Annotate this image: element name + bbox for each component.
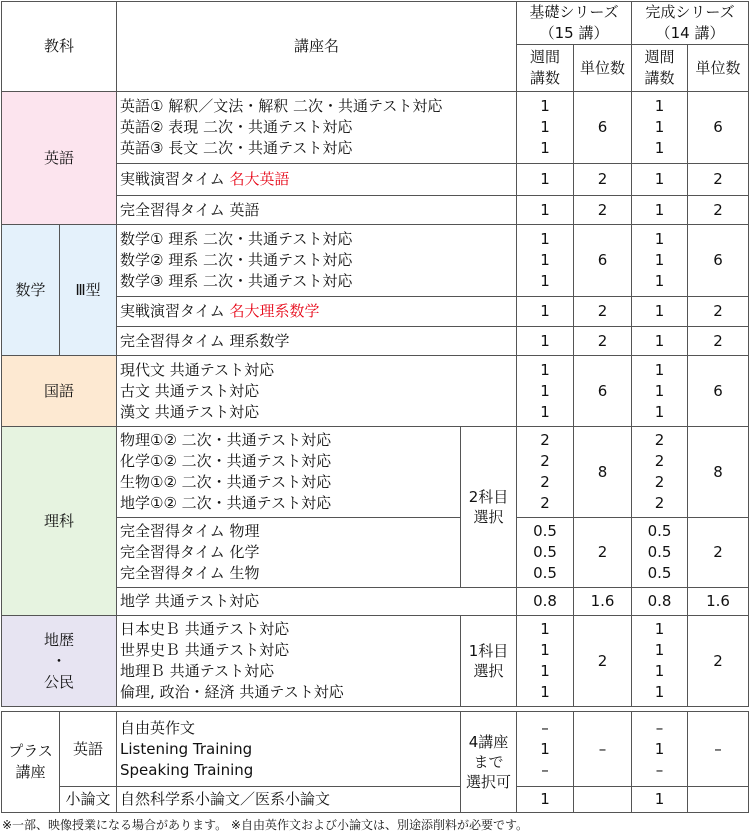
table-cell: 2: [574, 297, 632, 327]
japanese-complete-units: 6: [688, 356, 749, 427]
list-item: 英語② 表現 二次・共通テスト対応: [120, 118, 353, 136]
list-item: 古文 共通テスト対応: [120, 381, 260, 400]
math-type: Ⅲ型: [60, 225, 117, 356]
highlight-text: 名大理系数学: [229, 302, 320, 320]
plus-basic-units: –: [574, 712, 632, 787]
japanese-complete-weekly: 1 1 1: [632, 356, 688, 427]
plus-label: プラス 講座: [2, 712, 60, 813]
science-course-list: [117, 427, 461, 518]
table-cell: 1: [517, 297, 574, 327]
plus-essay-label: 小論文: [60, 787, 117, 813]
table-cell: 1: [517, 196, 574, 225]
subject-social: 地歴 ・ 公民: [2, 616, 117, 707]
basic-series-count: （15 講）: [539, 24, 609, 42]
plus-selection: 4講座 まで 選択可: [461, 712, 517, 813]
math-basic-weekly: 1 1 1: [517, 225, 574, 297]
plus-english-complete-weekly: – 1 –: [632, 712, 688, 787]
header-subject: 教科: [2, 2, 117, 92]
complete-series-count: （14 講）: [655, 24, 725, 42]
basic-series-title: 基礎シリーズ: [529, 3, 619, 21]
list-item: 自由英作文: [120, 718, 196, 737]
social-selection: 1科目 選択: [461, 616, 517, 707]
list-item: 物理①② 二次・共通テスト対応: [120, 431, 332, 449]
list-item: 生物①② 二次・共通テスト対応: [120, 473, 332, 491]
list-item: 英語① 解釈／文法・解釈 二次・共通テスト対応: [120, 97, 443, 115]
english-basic-weekly: 1 1 1: [517, 92, 574, 164]
science-complete-weekly: 2 2 2 2: [632, 427, 688, 518]
table-cell: 1.6: [688, 588, 749, 616]
plus-english-label: 英語: [60, 712, 117, 787]
list-item: 地学①② 二次・共通テスト対応: [120, 494, 332, 512]
table-cell: 1: [632, 297, 688, 327]
social-complete-weekly: 1 1 1 1: [632, 616, 688, 707]
social-course-list: [117, 616, 461, 707]
header-basic-units: 単位数: [574, 45, 632, 92]
table-cell: 2: [688, 164, 749, 196]
table-cell: 1: [517, 327, 574, 356]
subject-japanese: 国語: [2, 356, 117, 427]
science-earth: 地学 共通テスト対応: [117, 588, 517, 616]
table-cell: 1.6: [574, 588, 632, 616]
english-course-list: [117, 92, 517, 164]
table-cell: 2: [574, 327, 632, 356]
social-basic-weekly: 1 1 1 1: [517, 616, 574, 707]
table-cell: [688, 787, 749, 813]
english-basic-units: 6: [574, 92, 632, 164]
list-item: Listening Training: [120, 739, 253, 758]
science-basic-weekly: 2 2 2 2: [517, 427, 574, 518]
list-item: 完全習得タイム 物理: [120, 522, 260, 540]
social-basic-units: 2: [574, 616, 632, 707]
plus-course-table: [1, 711, 749, 813]
list-item: 漢文 共通テスト対応: [120, 402, 260, 421]
math-complete-weekly: 1 1 1: [632, 225, 688, 297]
list-item: 世界史Ｂ 共通テスト対応: [120, 641, 290, 659]
table-cell: 1: [632, 327, 688, 356]
list-item: 地理Ｂ 共通テスト対応: [120, 662, 275, 680]
japanese-course-list: [117, 356, 517, 427]
list-item: 数学② 理系 二次・共通テスト対応: [120, 251, 353, 269]
social-complete-units: 2: [688, 616, 749, 707]
math-mastery: 完全習得タイム 理系数学: [117, 327, 517, 356]
english-complete-units: 6: [688, 92, 749, 164]
english-mastery: 完全習得タイム 英語: [117, 196, 517, 225]
science-mastery-basic-units: 2: [574, 518, 632, 588]
science-mastery-list: [117, 518, 461, 588]
header-complete-series: [632, 2, 749, 45]
science-mastery-complete-units: 2: [688, 518, 749, 588]
header-basic-series: [517, 2, 632, 45]
english-complete-weekly: 1 1 1: [632, 92, 688, 164]
science-basic-units: 8: [574, 427, 632, 518]
list-item: Speaking Training: [120, 760, 254, 779]
header-complete-weekly: 週間 講数: [632, 45, 688, 92]
table-cell: 2: [574, 196, 632, 225]
list-item: 数学③ 理系 二次・共通テスト対応: [120, 272, 353, 290]
japanese-basic-units: 6: [574, 356, 632, 427]
table-cell: 2: [688, 327, 749, 356]
math-basic-units: 6: [574, 225, 632, 297]
course-table: [1, 1, 749, 707]
subject-english: 英語: [2, 92, 117, 225]
math-practice: 実戦演習タイム 名大理系数学: [117, 297, 517, 327]
science-mastery-basic-weekly: 0.5 0.5 0.5: [517, 518, 574, 588]
plus-essay-complete-weekly: 1: [632, 787, 688, 813]
table-cell: 1: [632, 196, 688, 225]
list-item: 完全習得タイム 生物: [120, 564, 260, 582]
plus-complete-units: –: [688, 712, 749, 787]
header-basic-weekly: 週間 講数: [517, 45, 574, 92]
table-cell: 2: [688, 196, 749, 225]
table-cell: 2: [688, 297, 749, 327]
table-cell: 1: [632, 164, 688, 196]
plus-english-course-list: [117, 712, 461, 787]
table-cell: 1: [517, 164, 574, 196]
plus-essay-basic-weekly: 1: [517, 787, 574, 813]
science-complete-units: 8: [688, 427, 749, 518]
list-item: 化学①② 二次・共通テスト対応: [120, 452, 332, 470]
english-practice: 実戦演習タイム 名大英語: [117, 164, 517, 196]
science-mastery-complete-weekly: 0.5 0.5 0.5: [632, 518, 688, 588]
footnote: ※一部、映像授業になる場合があります。 ※自由英作文および小論文は、別途添削料が必要です。: [2, 818, 529, 832]
complete-series-title: 完成シリーズ: [645, 3, 735, 21]
list-item: 現代文 共通テスト対応: [120, 360, 275, 379]
list-item: 日本史Ｂ 共通テスト対応: [120, 620, 290, 638]
list-item: 英語③ 長文 二次・共通テスト対応: [120, 139, 353, 157]
highlight-text: 名大英語: [229, 170, 290, 188]
subject-science: 理科: [2, 427, 117, 616]
math-complete-units: 6: [688, 225, 749, 297]
japanese-basic-weekly: 1 1 1: [517, 356, 574, 427]
table-cell: [574, 787, 632, 813]
list-item: 完全習得タイム 化学: [120, 543, 260, 561]
header-complete-units: 単位数: [688, 45, 749, 92]
list-item: 倫理, 政治・経済 共通テスト対応: [120, 683, 344, 701]
table-cell: 0.8: [632, 588, 688, 616]
header-course: 講座名: [117, 2, 517, 92]
plus-essay-course: 自然科学系小論文／医系小論文: [117, 787, 461, 813]
science-selection: 2科目 選択: [461, 427, 517, 588]
table-cell: 2: [574, 164, 632, 196]
math-course-list: [117, 225, 517, 297]
list-item: 数学① 理系 二次・共通テスト対応: [120, 230, 353, 248]
plus-english-basic-weekly: – 1 –: [517, 712, 574, 787]
subject-math: 数学: [2, 225, 60, 356]
table-cell: 0.8: [517, 588, 574, 616]
